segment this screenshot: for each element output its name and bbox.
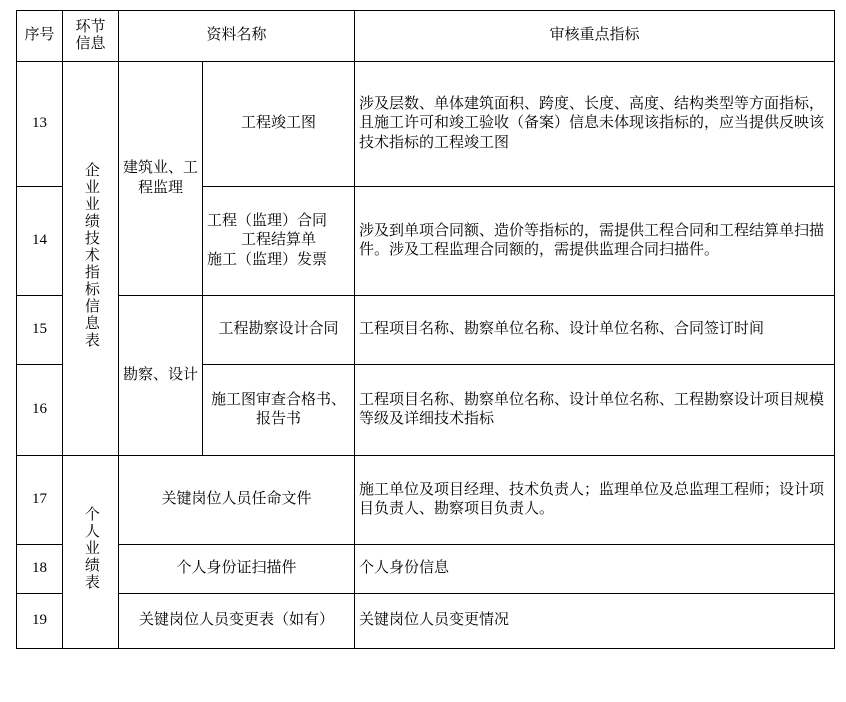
document-name: 工程竣工图 [203, 62, 355, 187]
stage-group-label: 个人业绩表 [82, 506, 99, 592]
row-number: 15 [17, 296, 63, 365]
header-cell-stage [63, 11, 119, 62]
header-cell-no: 序号 [17, 11, 63, 62]
review-requirement: 工程项目名称、勘察单位名称、设计单位名称、合同签订时间 [355, 296, 835, 365]
stage-group-label: 企业业绩技术指标信息表 [82, 161, 99, 349]
review-requirement: 涉及层数、单体建筑面积、跨度、长度、高度、结构类型等方面指标，且施工许可和竣工验收（备案）信息未体现该指标的，应当提供反映该技术指标的工程竣工图 [355, 62, 835, 187]
header-cell-doc: 资料名称 [119, 11, 355, 62]
table-row [17, 545, 835, 594]
row-number: 13 [17, 62, 63, 187]
document-name: 施工图审查合格书、报告书 [203, 365, 355, 456]
document-name-line: 工程结算单 [241, 232, 317, 249]
header-stage-line1: 环节 [75, 18, 106, 35]
row-number: 18 [17, 545, 63, 594]
stage-group-cell [63, 62, 119, 456]
document-name: 工程勘察设计合同 [203, 296, 355, 365]
sub-group-cell [119, 62, 203, 296]
row-number: 19 [17, 594, 63, 649]
document-name: 关键岗位人员变更表（如有） [119, 594, 355, 649]
row-number: 17 [17, 456, 63, 545]
document-name: 关键岗位人员任命文件 [119, 456, 355, 545]
sub-group-label: 建筑业、工程监理 [123, 160, 199, 196]
table-row [17, 594, 835, 649]
review-requirement: 涉及到单项合同额、造价等指标的，需提供工程合同和工程结算单扫描件。涉及工程监理合同额的，需提供监理合同扫描件。 [355, 187, 835, 296]
document-name [203, 187, 355, 296]
table-row [17, 296, 835, 365]
document-name-line: 施工（监理）发票 [207, 251, 328, 268]
requirements-table [16, 10, 835, 649]
header-stage-line2: 信息 [75, 36, 106, 52]
sub-group-cell [119, 296, 203, 456]
review-requirement: 个人身份信息 [355, 545, 835, 594]
header-cell-req: 审核重点指标 [355, 11, 835, 62]
document-name-line: 工程（监理）合同 [207, 212, 328, 229]
row-number: 14 [17, 187, 63, 296]
row-number: 16 [17, 365, 63, 456]
table-row [17, 62, 835, 187]
document-name: 个人身份证扫描件 [119, 545, 355, 594]
review-requirement: 关键岗位人员变更情况 [355, 594, 835, 649]
table-row [17, 456, 835, 545]
stage-group-cell [63, 456, 119, 649]
review-requirement: 施工单位及项目经理、技术负责人；监理单位及总监理工程师；设计项目负责人、勘察项目负责人。 [355, 456, 835, 545]
table-header-row [17, 11, 835, 62]
sub-group-label: 勘察、设计 [123, 366, 199, 383]
review-requirement: 工程项目名称、勘察单位名称、设计单位名称、工程勘察设计项目规模等级及详细技术指标 [355, 365, 835, 456]
